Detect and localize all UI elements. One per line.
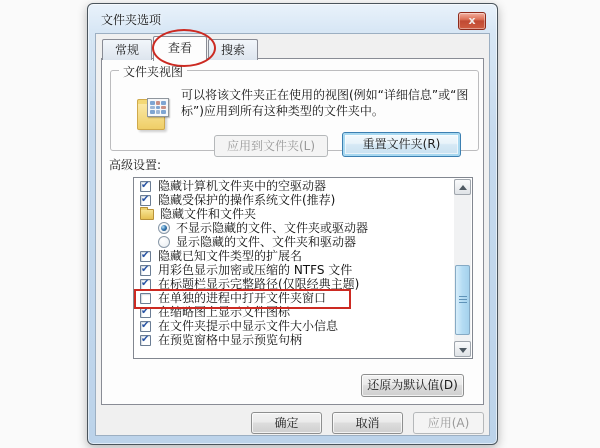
apply-button[interactable]: 应用(A) — [413, 412, 484, 434]
list-item-label: 在文件夹提示中显示文件大小信息 — [158, 319, 339, 333]
ok-button[interactable]: 确定 — [251, 412, 322, 434]
close-icon[interactable]: x — [458, 12, 486, 30]
list-item-highlighted[interactable] — [134, 291, 454, 305]
list-item[interactable] — [134, 179, 454, 193]
tab-search[interactable]: 搜索 — [208, 39, 258, 60]
checkbox-checked-icon[interactable]: ✔ — [141, 193, 150, 205]
list-item-label: 在单独的进程中打开文件夹窗口 — [158, 291, 327, 305]
checkbox-checked-icon[interactable]: ✔ — [141, 277, 150, 289]
tab-general[interactable]: 常规 — [102, 39, 152, 60]
checkbox-checked-icon[interactable]: ✔ — [141, 179, 150, 191]
list-item[interactable] — [134, 193, 454, 207]
list-item[interactable] — [134, 333, 454, 347]
list-item-label: 在预览窗格中显示预览句柄 — [158, 333, 303, 347]
list-item-label: 隐藏受保护的操作系统文件(推荐) — [158, 193, 336, 207]
vertical-scrollbar[interactable] — [454, 179, 471, 357]
cancel-button[interactable]: 取消 — [332, 412, 403, 434]
list-item-label: 隐藏计算机文件夹中的空驱动器 — [158, 179, 327, 193]
list-item[interactable] — [134, 263, 454, 277]
apply-to-folders-button[interactable]: 应用到文件夹(L) — [214, 135, 328, 157]
radio-unselected-icon[interactable] — [158, 236, 170, 248]
checkbox-checked-icon[interactable]: ✔ — [141, 249, 150, 261]
advanced-settings-list[interactable] — [133, 177, 473, 359]
view-tab-page — [101, 58, 484, 405]
window-title: 文件夹选项 — [101, 13, 162, 27]
dialog-footer — [251, 412, 484, 434]
radio-selected-icon[interactable] — [158, 222, 170, 234]
scrollbar-thumb[interactable] — [455, 265, 470, 335]
list-item-label: 用彩色显示加密或压缩的 NTFS 文件 — [158, 263, 353, 277]
checkbox-unchecked-icon[interactable] — [140, 293, 151, 304]
restore-defaults-button[interactable]: 还原为默认值(D) — [361, 374, 464, 397]
advanced-settings-label: 高级设置: — [109, 158, 162, 172]
title-bar[interactable] — [88, 4, 497, 33]
scroll-down-icon[interactable] — [454, 341, 471, 357]
groupbox-title: 文件夹视图 — [119, 63, 187, 80]
list-item[interactable] — [134, 249, 454, 263]
checkbox-checked-icon[interactable]: ✔ — [141, 305, 150, 317]
folder-views-description: 可以将该文件夹正在使用的视图(例如“详细信息”或“图标”)应用到所有这种类型的文件夹中。 — [181, 88, 469, 118]
folder-views-groupbox — [110, 65, 479, 153]
reset-folders-button[interactable]: 重置文件夹(R) — [342, 132, 461, 157]
view-grid-glyph — [147, 98, 169, 117]
list-item[interactable] — [134, 221, 454, 235]
tab-strip — [102, 36, 259, 60]
dialog-body — [95, 33, 490, 436]
folder-options-dialog — [87, 3, 498, 445]
list-item-label: 在缩略图上显示文件图标 — [158, 305, 291, 319]
checkbox-checked-icon[interactable]: ✔ — [141, 319, 150, 331]
list-item-label: 隐藏文件和文件夹 — [160, 207, 257, 221]
scroll-up-icon[interactable] — [454, 179, 471, 195]
list-item[interactable] — [134, 319, 454, 333]
list-item-label: 在标题栏显示完整路径(仅限经典主题) — [158, 277, 360, 291]
folder-view-icon — [135, 96, 175, 134]
list-item[interactable] — [134, 235, 454, 249]
list-item[interactable] — [134, 277, 454, 291]
list-item-label: 隐藏已知文件类型的扩展名 — [158, 249, 303, 263]
list-item[interactable] — [134, 305, 454, 319]
list-item-label: 显示隐藏的文件、文件夹和驱动器 — [176, 235, 357, 249]
list-item-label: 不显示隐藏的文件、文件夹或驱动器 — [176, 221, 369, 235]
checkbox-checked-icon[interactable]: ✔ — [141, 333, 150, 345]
tab-view[interactable]: 查看 — [153, 36, 207, 61]
checkbox-checked-icon[interactable]: ✔ — [141, 263, 150, 275]
list-item[interactable] — [134, 207, 454, 221]
folder-icon — [140, 209, 154, 220]
